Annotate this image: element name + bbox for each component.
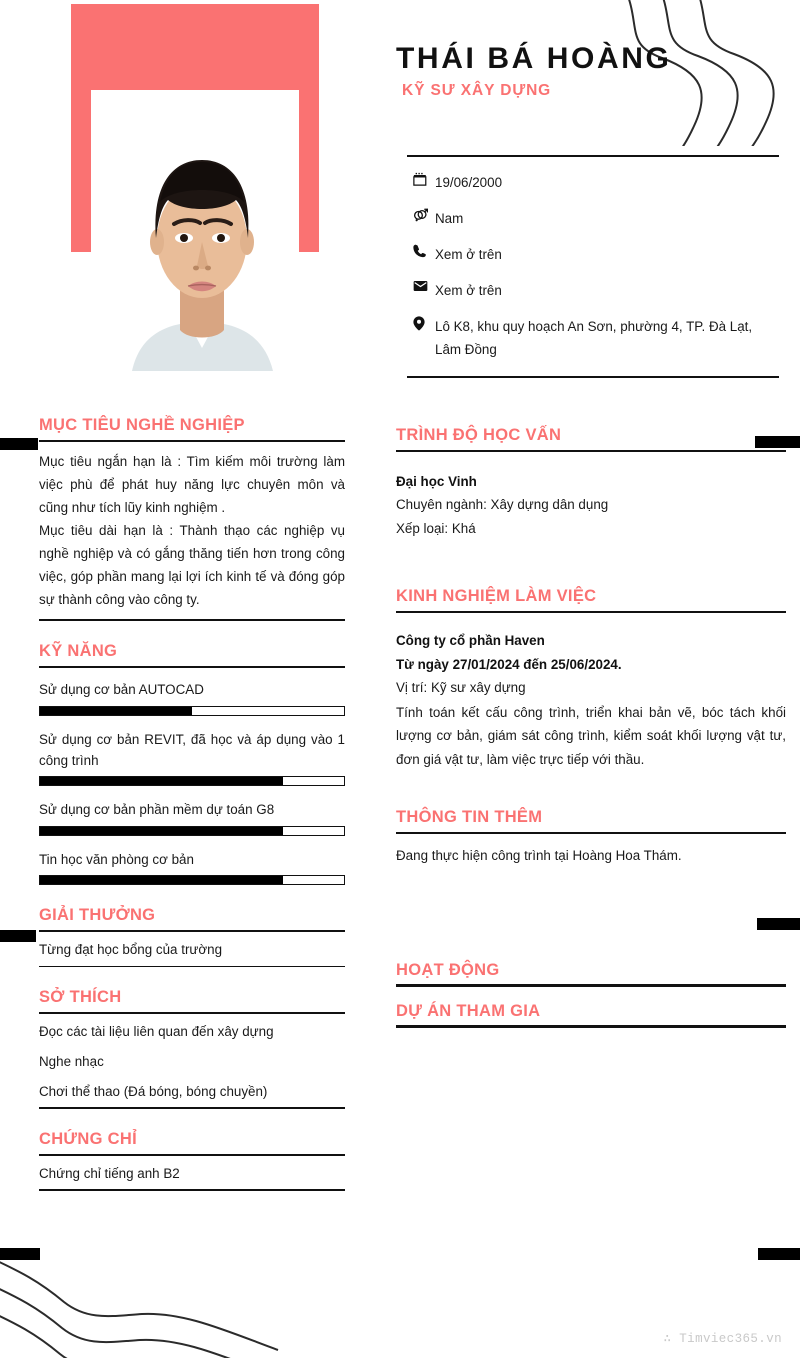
section-title-projects: DỰ ÁN THAM GIA bbox=[396, 1001, 541, 1020]
avatar bbox=[110, 90, 295, 371]
accent-block-left-2 bbox=[0, 930, 36, 942]
list-item: Nghe nhạc bbox=[39, 1054, 104, 1070]
section-title-education: TRÌNH ĐỘ HỌC VẤN bbox=[396, 426, 562, 444]
accent-block-right-3 bbox=[758, 1248, 800, 1260]
divider bbox=[396, 984, 786, 987]
section-awards bbox=[39, 905, 345, 967]
skill-progress-fill bbox=[40, 827, 283, 835]
divider bbox=[39, 1107, 345, 1109]
location-icon bbox=[413, 315, 435, 331]
list-item: Đọc các tài liệu liên quan đến xây dựng bbox=[39, 1024, 274, 1040]
contact-email: Xem ở trên bbox=[435, 283, 502, 299]
section-title-additional: THÔNG TIN THÊM bbox=[396, 808, 543, 827]
portrait-illustration bbox=[110, 90, 295, 371]
section-certificates bbox=[39, 1129, 345, 1191]
section-title-certificates: CHỨNG CHỈ bbox=[39, 1129, 137, 1148]
section-hobbies bbox=[39, 987, 345, 1109]
section-title-activities: HOẠT ĐỘNG bbox=[396, 960, 500, 979]
skill-label: Sử dụng cơ bản phần mềm dự toán G8 bbox=[39, 802, 275, 818]
education-major: Chuyên ngành: Xây dựng dân dụng bbox=[396, 497, 609, 513]
page-title: THÁI BÁ HOÀNG bbox=[396, 42, 672, 75]
contact-row-gender bbox=[413, 207, 779, 230]
contact-block bbox=[407, 155, 779, 378]
skill-progress-fill bbox=[40, 876, 283, 884]
job-title: KỸ SƯ XÂY DỰNG bbox=[402, 82, 552, 99]
email-icon bbox=[413, 279, 435, 292]
list-item: Chơi thể thao (Đá bóng, bóng chuyền) bbox=[39, 1084, 268, 1100]
section-title-awards: GIẢI THƯỞNG bbox=[39, 906, 156, 925]
contact-rule-bottom bbox=[407, 376, 779, 378]
section-title-objective: MỤC TIÊU NGHỀ NGHIỆP bbox=[39, 416, 245, 434]
skill-progress-bar bbox=[39, 776, 345, 786]
divider bbox=[39, 1189, 345, 1191]
skill-item bbox=[39, 729, 345, 787]
skill-progress-bar bbox=[39, 706, 345, 716]
gender-icon bbox=[413, 207, 435, 222]
skill-progress-bar bbox=[39, 875, 345, 885]
contact-row-phone bbox=[413, 243, 779, 266]
contact-gender: Nam bbox=[435, 211, 464, 227]
list-item: Từng đạt học bổng của trường bbox=[39, 942, 223, 958]
section-additional-info bbox=[396, 807, 786, 867]
divider bbox=[39, 619, 345, 621]
contact-row-email bbox=[413, 279, 779, 302]
contact-address: Lô K8, khu quy hoạch An Sơn, phường 4, TP. Đà Lạt, Lâm Đồng bbox=[435, 319, 753, 358]
objective-paragraph: Mục tiêu ngắn hạn là : Tìm kiếm môi trường làm việc phù để phát huy năng lực chuyên môn và cũng như tích lũy kinh nghiệm . bbox=[39, 454, 345, 516]
skill-item bbox=[39, 679, 345, 715]
section-skills bbox=[39, 641, 345, 885]
contact-row-address bbox=[413, 315, 779, 361]
accent-block-left-1 bbox=[0, 438, 38, 450]
skill-item bbox=[39, 799, 345, 835]
skill-progress-fill bbox=[40, 777, 283, 785]
section-education bbox=[396, 425, 786, 540]
photo-zone bbox=[0, 0, 390, 392]
calendar-icon bbox=[413, 171, 435, 186]
header bbox=[396, 42, 786, 100]
contact-birthday: 19/06/2000 bbox=[435, 175, 503, 190]
divider bbox=[39, 966, 345, 968]
wave-decoration-bottom-left bbox=[0, 1258, 292, 1358]
section-title-skills: KỸ NĂNG bbox=[39, 642, 118, 661]
additional-text: Đang thực hiện công trình tại Hoàng Hoa Thám. bbox=[396, 848, 682, 864]
skill-progress-fill bbox=[40, 707, 192, 715]
list-item: Chứng chỉ tiếng anh B2 bbox=[39, 1166, 180, 1182]
right-column bbox=[396, 425, 786, 1048]
skill-label: Sử dụng cơ bản REVIT, đã học và áp dụng vào 1 công trình bbox=[39, 731, 345, 769]
section-title-hobbies: SỞ THÍCH bbox=[39, 988, 122, 1007]
section-activities bbox=[396, 960, 786, 987]
experience-period: Từ ngày 27/01/2024 đến 25/06/2024. bbox=[396, 656, 622, 672]
accent-block-left-3 bbox=[0, 1248, 40, 1260]
phone-icon bbox=[413, 243, 435, 258]
watermark: ∴ Timviec365.vn bbox=[663, 1332, 782, 1346]
education-grade: Xếp loại: Khá bbox=[396, 520, 476, 536]
skill-progress-bar bbox=[39, 826, 345, 836]
skill-label: Sử dụng cơ bản AUTOCAD bbox=[39, 682, 204, 698]
divider bbox=[396, 1025, 786, 1028]
skill-label: Tin học văn phòng cơ bản bbox=[39, 851, 194, 867]
section-experience bbox=[396, 586, 786, 771]
section-title-experience: KINH NGHIỆM LÀM VIỆC bbox=[396, 587, 597, 606]
contact-phone: Xem ở trên bbox=[435, 247, 502, 263]
contact-row-birthday bbox=[413, 171, 779, 194]
experience-position: Vị trí: Kỹ sư xây dựng bbox=[396, 679, 526, 695]
experience-company: Công ty cổ phần Haven bbox=[396, 633, 545, 649]
education-school: Đại học Vinh bbox=[396, 474, 477, 490]
left-column bbox=[39, 415, 345, 1211]
objective-paragraph: Mục tiêu dài hạn là : Thành thạo các nghiệp vụ nghề nghiệp và có gắng thăng tiến hơn trong công việc, góp phần mang lại lợi ích kinh tế và đóng góp sự thành công vào công ty. bbox=[39, 523, 345, 608]
section-career-objective bbox=[39, 415, 345, 621]
experience-description: Tính toán kết cấu công trình, triển khai bản vẽ, bóc tách khối lượng cơ bản, giám sát công trình, kiểm soát khối lượng vật tư, đơn giá vật tư, làm việc trực tiếp với thầu. bbox=[396, 705, 786, 767]
section-projects bbox=[396, 1001, 786, 1028]
skill-item bbox=[39, 849, 345, 885]
